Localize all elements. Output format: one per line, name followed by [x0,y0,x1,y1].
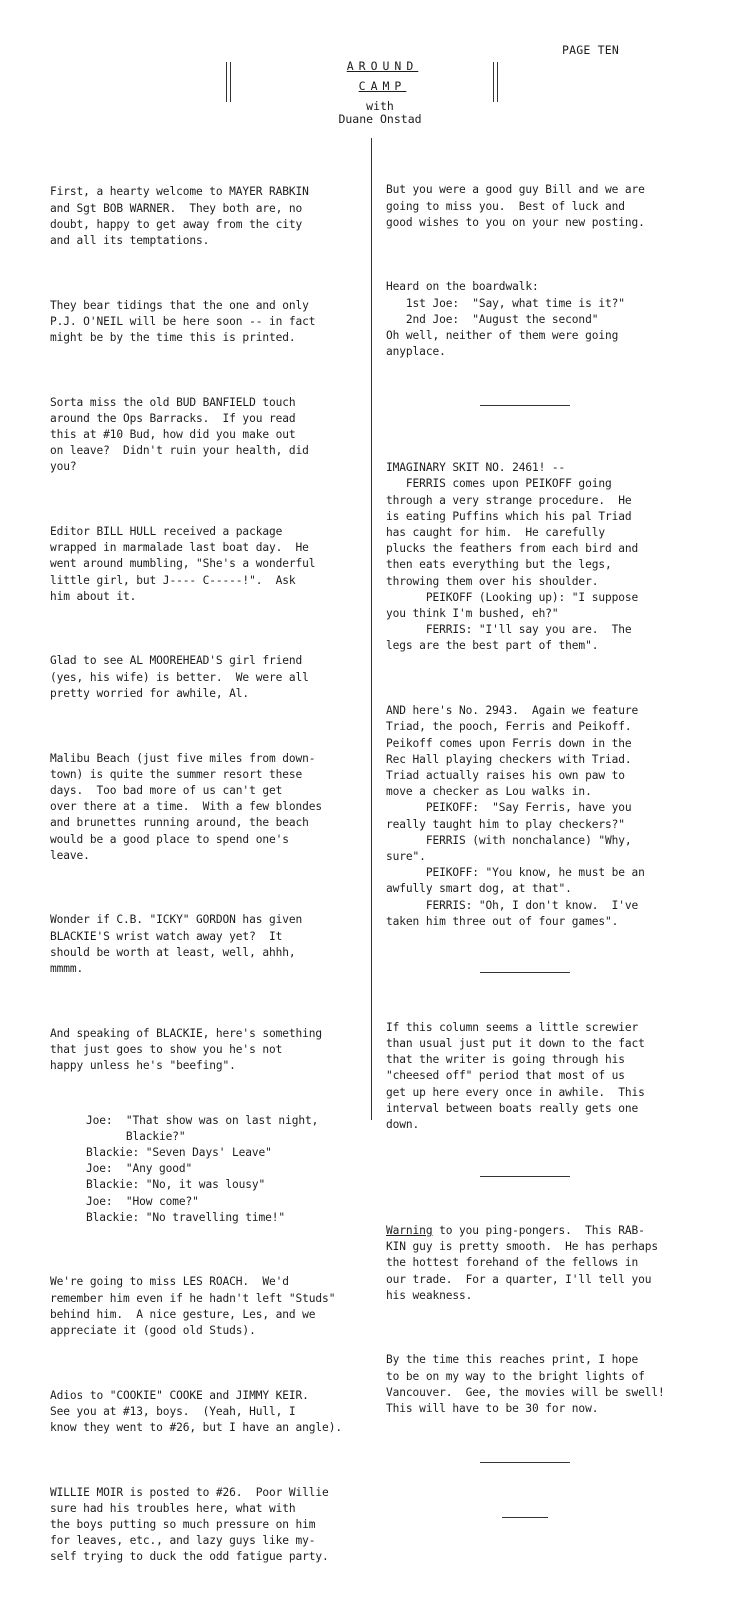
end-rule [480,1462,570,1463]
paragraph-blackie-intro: And speaking of BLACKIE, here's something that just goes to show you he's not happy unless he's "beefing". [50,1026,323,1072]
heading-camp: CAMP [358,79,407,93]
paragraph-skit-2943: AND here's No. 2943. Again we feature Triad, the pooch, Ferris and Peikoff. Peikoff comes upon Ferris down in the Rec Hall playing checkers with Triad. Triad actually raises his own paw to move a checker as Lou walks in. PEIKOFF: "Say Ferris, have you really taught him to play checkers?" FERRIS (with nonchalance) "Why, sure". PEIKOFF: "You know, he must be an awfully smart dog, at that". FERRIS: "Oh, I don't know. I've taken him three out of four games". [386,704,645,928]
blackie-dialogue: Joe: "That show was on last night, Blackie?" Blackie: "Seven Days' Leave" Joe: "Any good" Blackie: "No, it was lousy" Joe: "How come?" Blackie: "No travelling time!" [86,1113,319,1224]
warning-word: Warning [386,1223,433,1237]
paragraph-roach: We're going to miss LES ROACH. We'd remember him even if he hadn't left "Studs" behind him. A nice gesture, Les, and we appreciate it (good old Studs). [50,1275,336,1337]
section-rule [480,972,570,973]
title-left-bars [226,62,231,102]
paragraph-oneil: They bear tidings that the one and only P.J. O'NEIL will be here soon -- in fact might be by the time this is printed. [50,298,316,345]
paragraph-warning [386,1223,665,1304]
paragraph-hull-package: Editor BILL HULL received a package wrapped in marmalade last boat day. He went around mumbling, "She's a wonderful little girl, but J---- C-----!". Ask him about it. [50,525,316,603]
paragraph-closing: By the time this reaches print, I hope to be on my way to the bright lights of Vancouver. Gee, the movies will be swell! This will have to be 30 for now. [386,1353,665,1416]
paragraph-welcome: First, a hearty welcome to MAYER RABKIN and Sgt BOB WARNER. They both are, no doubt, happy to get away from the city and all its temptations. [50,185,309,248]
paragraph-adios: Adios to "COOKIE" COOKE and JIMMY KEIR. See you at #13, boys. (Yeah, Hull, I know they went to #26, but I have an angle). [50,1388,342,1435]
section-rule [480,1176,570,1177]
paragraph-farewell-bill: But you were a good guy Bill and we are going to miss you. Best of luck and good wishes to you on your new posting. [386,183,645,229]
paragraph-skit-2461: IMAGINARY SKIT NO. 2461! -- FERRIS comes upon PEIKOFF going through a very strange procedure. He is eating Puffins which his pal Triad has caught for him. He carefully plucks the feathers from each bird and then eats everything but the legs, throwing them over his shoulder. PEIKOFF (Looking up): "I suppose you think I'm bushed, eh?" FERRIS: "I'll say you are. The legs are the best part of them". [386,461,639,653]
column-divider [371,138,372,1120]
end-rule-short [502,1517,548,1518]
page-number: PAGE TEN [562,43,619,57]
right-column [386,150,665,1550]
warning-text: to you ping-pongers. This RAB- KIN guy is pretty smooth. He has perhaps the hottest forehand of the fellows in our trade. For a quarter, I'll tell you his weakness. [386,1223,659,1302]
author-name: Duane Onstad [338,112,422,126]
column-heading [250,56,510,126]
heading-around: AROUND [346,59,419,73]
paragraph-screwier: If this column seems a little screwier than usual just put it down to the fact that the writer is going through his "cheesed off" period that most of us get up here every once in awhile. This interval between boats really gets one down. [386,1020,645,1131]
left-column [50,152,342,1614]
paragraph-moorehead: Glad to see AL MOOREHEAD'S girl friend (yes, his wife) is better. We were all pretty worried for awhile, Al. [50,654,309,700]
paragraph-boardwalk: Heard on the boardwalk: 1st Joe: "Say, what time is it?" 2nd Joe: "August the second" Oh well, neither of them were going anyplace. [386,280,625,359]
paragraph-gordon: Wonder if C.B. "ICKY" GORDON has given BLACKIE'S wrist watch away yet? It should be worth at least, well, ahhh, mmmm. [50,913,303,975]
paragraph-malibu: Malibu Beach (just five miles from down- town) is quite the summer resort these days. Too bad more of us can't get over there at a time. With a few blondes and brunettes running around, the beach would be a good place to spend one's leave. [50,751,323,862]
section-rule [480,405,570,406]
heading-with: with [366,99,394,113]
paragraph-banfield: Sorta miss the old BUD BANFIELD touch around the Ops Barracks. If you read this at #10 Bud, how did you make out on leave? Didn't ruin your health, did you? [50,395,309,474]
paragraph-moir: WILLIE MOIR is posted to #26. Poor Willie sure had his troubles here, what with the boys putting so much pressure on him for leaves, etc., and lazy guys like my- self trying to duck the odd fatigue party. [50,1485,329,1564]
